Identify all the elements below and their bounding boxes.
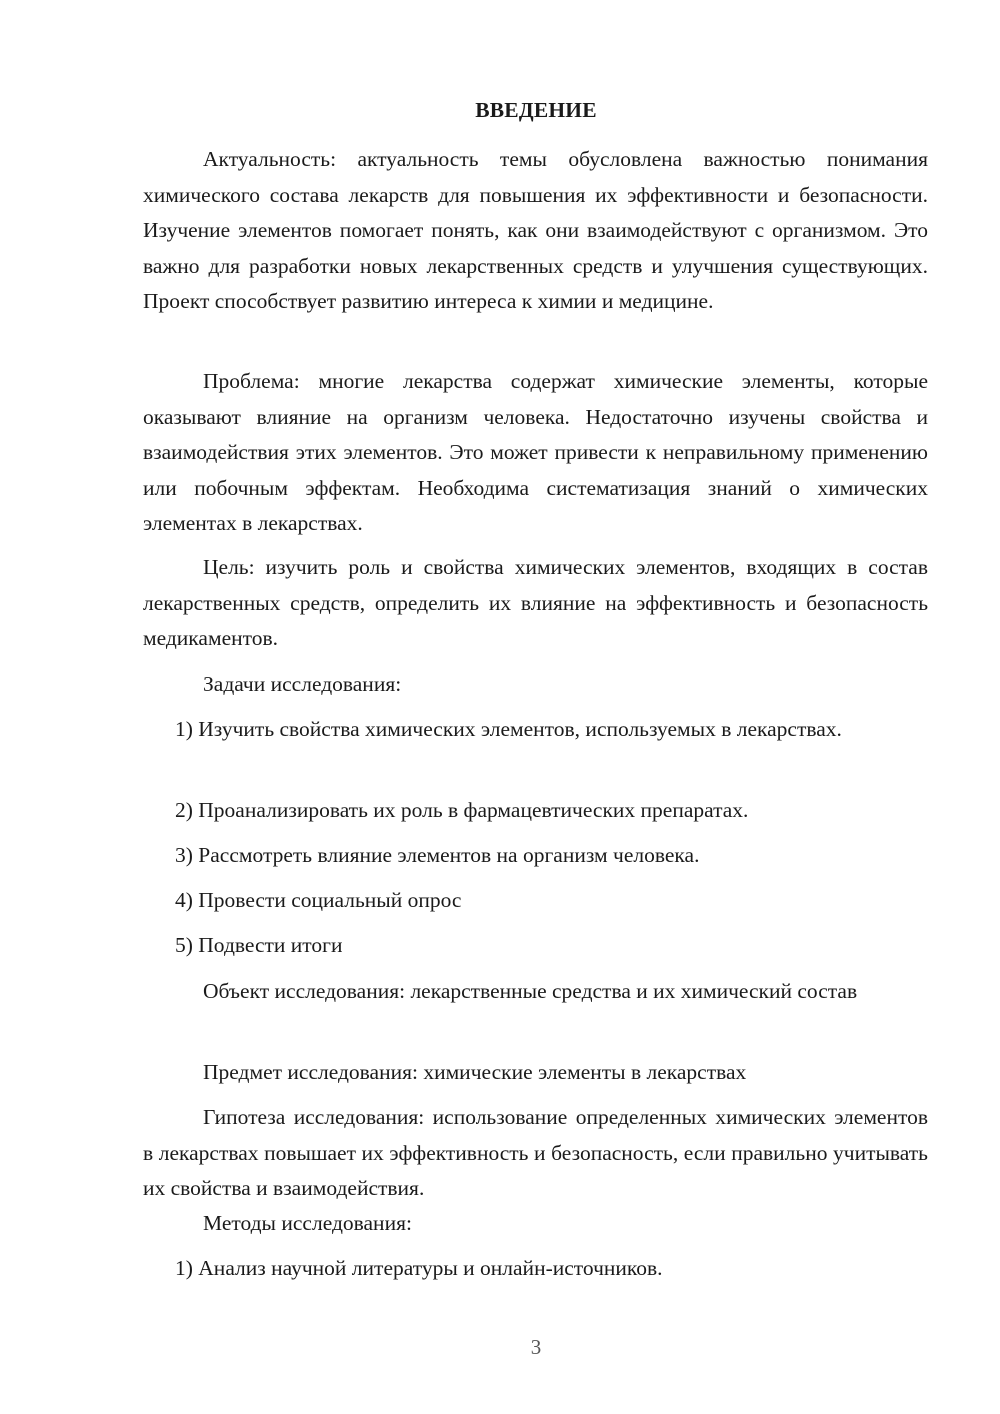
page-number: 3	[530, 1335, 542, 1359]
paragraph-object: Объект исследования: лекарственные средства и их химический состав	[203, 979, 858, 1003]
paragraph-hypothesis: Гипотеза исследования: использование определенных химических элементов в лекарствах повышает их эффективность и безопасность, если правильно учитывать их свойства и взаимодействия.	[143, 1105, 928, 1200]
paragraph-methods-heading: Методы исследования:	[203, 1211, 412, 1235]
paragraph-tasks-heading: Задачи исследования:	[203, 672, 402, 696]
list-item-task-5: 5) Подвести итоги	[175, 933, 343, 957]
section-title: ВВЕДЕНИЕ	[475, 98, 597, 122]
list-item-task-2: 2) Проанализировать их роль в фармацевтических препаратах.	[175, 798, 749, 822]
list-item-task-4: 4) Провести социальный опрос	[175, 888, 462, 912]
paragraph-subject: Предмет исследования: химические элементы в лекарствах	[203, 1060, 747, 1084]
list-item-method-1: 1) Анализ научной литературы и онлайн-источников.	[175, 1256, 663, 1280]
list-item-task-3: 3) Рассмотреть влияние элементов на организм человека.	[175, 843, 700, 867]
list-item-task-1: 1) Изучить свойства химических элементов, используемых в лекарствах.	[175, 717, 842, 741]
paragraph-problem: Проблема: многие лекарства содержат химические элементы, которые оказывают влияние на организм человека. Недостаточно изучены свойства и взаимодействия этих элементов. Это может привести к неправильному применению или побочным эффектам. Необходима систематизация знаний о химических элементах в лекарствах.	[143, 369, 928, 535]
paragraph-relevance: Актуальность: актуальность темы обусловлена важностью понимания химического состава лекарств для повышения их эффективности и безопасности. Изучение элементов помогает понять, как они взаимодействуют с организмом. Это важно для разработки новых лекарственных средств и улучшения существующих. Проект способствует развитию интереса к химии и медицине.	[143, 147, 928, 313]
paragraph-goal: Цель: изучить роль и свойства химических элементов, входящих в состав лекарственных средств, определить их влияние на эффективность и безопасность медикаментов.	[143, 555, 928, 650]
